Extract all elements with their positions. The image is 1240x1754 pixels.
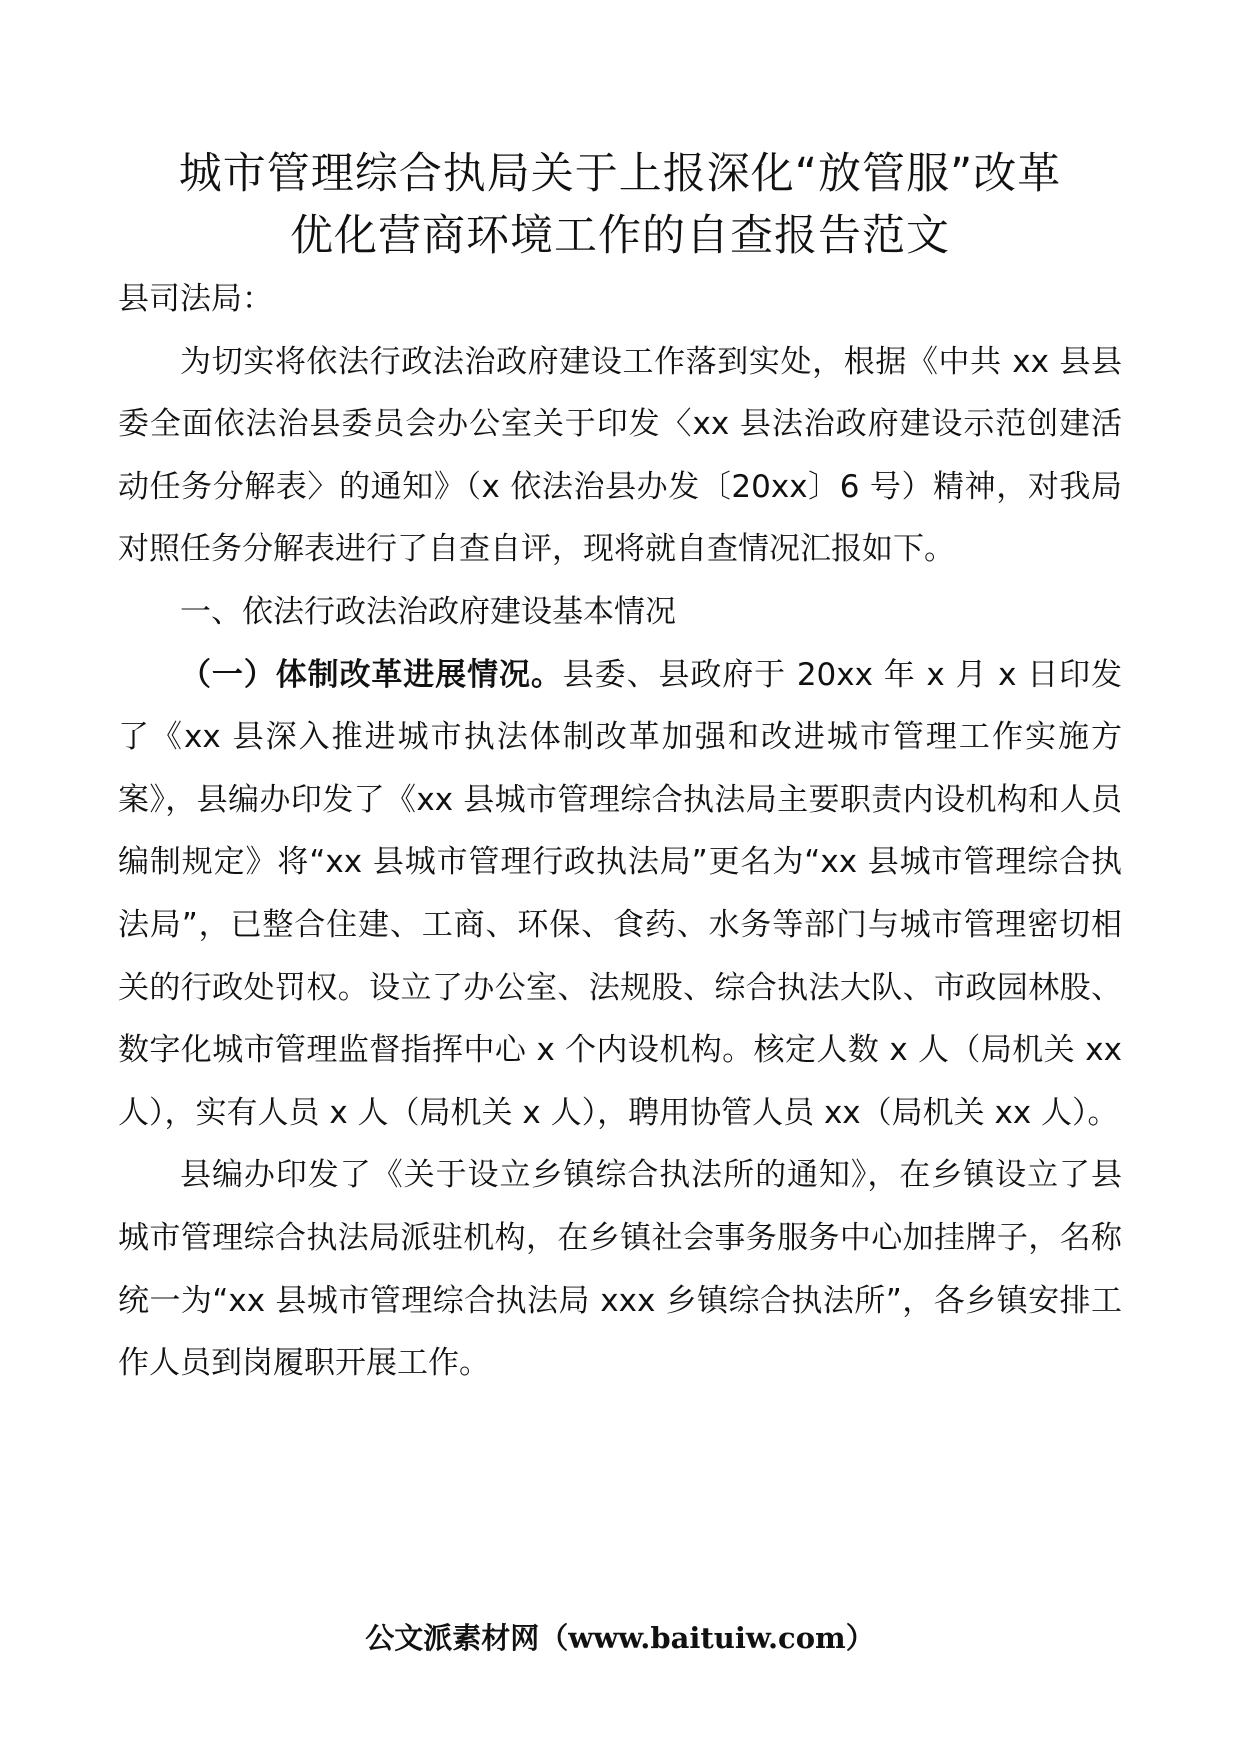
document-title-line-1: 城市管理综合执局关于上报深化“放管服”改革 (178, 149, 1062, 199)
salutation: 县司法局： (118, 281, 273, 317)
subsection-paragraph-1 (118, 644, 1122, 1145)
document-body (118, 268, 1122, 1395)
intro-paragraph: 为切实将依法行政法治政府建设工作落到实处，根据《中共 xx 县县委全面依法治县委员会办公室关于印发〈xx 县法治政府建设示范创建活动任务分解表〉的通知》（x 依法治县办发〔20xx〕6 号）精神，对我局对照任务分解表进行了自查自评，现将就自查情况汇报如下。 (118, 343, 1122, 568)
township-paragraph: 县编办印发了《关于设立乡镇综合执法所的通知》，在乡镇设立了县城市管理综合执法局派驻机构，在乡镇社会事务服务中心加挂牌子，名称统一为“xx 县城市管理综合执法局 xxx 乡镇综合执法所”，各乡镇安排工作人员到岗履职开展工作。 (118, 1157, 1122, 1382)
subsection-body: 县委、县政府于 20xx 年 x 月 x 日印发了《xx 县深入推进城市执法体制改革加强和改进城市管理工作实施方案》，县编办印发了《xx 县城市管理综合执法局主要职责内设机构和人员编制规定》将“xx 县城市管理行政执法局”更名为“xx 县城市管理综合执法局”，已整合住建、工商、环保、食药、水务等部门与城市管理密切相关的行政处罚权。设立了办公室、法规股、综合执法大队、市政园林股、数字化城市管理监督指挥中心 x 个内设机构。核定人数 x 人（局机关 xx 人），实有人员 x 人（局机关 x 人），聘用协管人员 xx（局机关 xx 人）。 (118, 656, 1123, 1131)
subsection-lead: （一）体制改革进展情况。 (180, 656, 563, 693)
footer-watermark-text: 公文派素材网（www.baituiw.com） (365, 1621, 875, 1655)
section-heading-1: 一、依法行政法治政府建设基本情况 (180, 593, 676, 630)
document-title-line-2: 优化营商环境工作的自查报告范文 (290, 211, 950, 261)
